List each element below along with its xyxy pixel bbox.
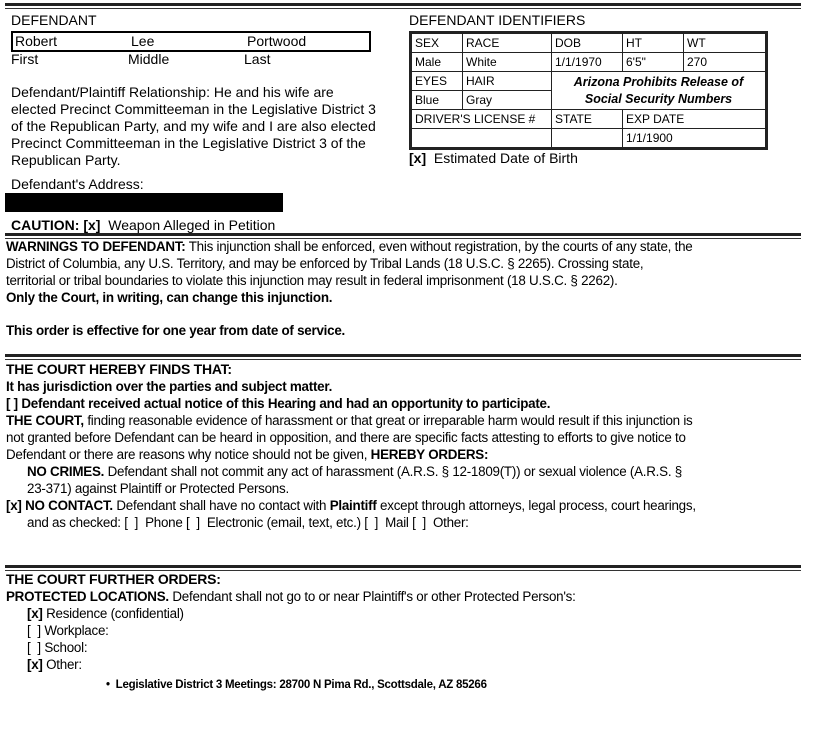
caution-label: CAUTION: — [11, 217, 80, 233]
warnings-section — [6, 238, 806, 339]
location-checkbox[interactable]: [x] — [27, 657, 43, 672]
further-orders-section — [6, 571, 806, 694]
location-item — [6, 605, 806, 622]
identifiers-table — [409, 31, 768, 150]
caution-checkbox[interactable]: [x] — [83, 217, 101, 233]
no-contact-text: Defendant shall have no contact with — [116, 498, 327, 513]
jurisdiction-text: It has jurisdiction over the parties and subject matter. — [6, 379, 333, 394]
other-location-item — [6, 677, 806, 694]
effective-notice: This order is effective for one year from date of service. — [6, 323, 345, 338]
relationship-text — [11, 84, 406, 169]
no-contact-text: except through attorneys, legal process, court hearings, — [380, 498, 696, 513]
dob-value: 1/1/1970 — [552, 53, 623, 72]
estimated-dob-line — [409, 150, 578, 167]
warnings-label: WARNINGS TO DEFENDANT: — [6, 239, 186, 254]
ssn-notice-line2: Social Security Numbers — [584, 91, 733, 106]
court-change-notice: Only the Court, in writing, can change this injunction. — [6, 290, 333, 305]
relationship-line: Republican Party. — [11, 152, 121, 168]
no-crimes-label: NO CRIMES. — [27, 464, 105, 479]
first-name-value: Robert — [15, 33, 58, 49]
race-label: RACE — [463, 34, 552, 53]
no-contact-label: NO CONTACT. — [25, 498, 113, 513]
notice-checkbox[interactable]: [ ] — [6, 396, 18, 411]
contact-options[interactable]: and as checked: [ ] Phone [ ] Electronic (email, text, etc.) [ ] Mail [ ] Other: — [27, 515, 469, 530]
estimated-dob-checkbox[interactable]: [x] — [409, 150, 427, 166]
last-name-value: Portwood — [247, 33, 307, 49]
location-label: Other: — [46, 657, 82, 672]
court-line: not granted before Defendant can be heard in opposition, and there are specific facts attesting to efforts to give notice to — [6, 430, 686, 445]
wt-label: WT — [684, 34, 766, 53]
address-label: Defendant's Address: — [11, 176, 144, 192]
location-label: Residence (confidential) — [46, 606, 184, 621]
warnings-line: District of Columbia, any U.S. Territory, and may be enforced by Tribal Lands (18 U.S.C. § 2265). Crossing state, — [6, 256, 644, 271]
location-checkbox[interactable]: [ ] — [27, 640, 41, 655]
court-line: finding reasonable evidence of harassment or that great or irreparable harm would result if this injunction is — [87, 413, 693, 428]
defendant-name-box — [11, 31, 371, 52]
eyes-value: Blue — [412, 91, 463, 110]
location-item — [6, 656, 806, 673]
court-label: THE COURT, — [6, 413, 84, 428]
further-heading: THE COURT FURTHER ORDERS: — [6, 571, 221, 587]
middle-name-value: Lee — [131, 33, 155, 49]
caution-line — [11, 217, 275, 234]
ssn-notice-line1: Arizona Prohibits Release of — [573, 74, 744, 89]
court-line: Defendant or there are reasons why notice should not be given, — [6, 447, 368, 462]
sex-label: SEX — [412, 34, 463, 53]
relationship-line: of the Republican Party, and my wife and I are also elected — [11, 118, 376, 134]
hair-label: HAIR — [463, 72, 552, 91]
no-crimes-text: Defendant shall not commit any act of harassment (A.R.S. § 12-1809(T)) or sexual violence (A.R.S. § — [107, 464, 682, 479]
findings-separator — [5, 354, 801, 360]
warnings-line: This injunction shall be enforced, even without registration, by the courts of any state, the — [188, 239, 693, 254]
relationship-line: elected Precinct Committeeman in the Legislative District 3 — [11, 101, 376, 117]
hair-value: Gray — [463, 91, 552, 110]
relationship-line: Defendant/Plaintiff Relationship: He and his wife are — [11, 84, 334, 100]
location-label: Workplace: — [44, 623, 109, 638]
notice-text: Defendant received actual notice of this Hearing and had an opportunity to participate. — [21, 396, 551, 411]
eyes-label: EYES — [412, 72, 463, 91]
relationship-line: Precinct Committeeman in the Legislative District 3 of the — [11, 135, 366, 151]
bullet-icon: • — [106, 679, 110, 691]
warnings-line: territorial or tribal boundaries to violate this injunction may result in federal imprisonment (18 U.S.C. § 2262). — [6, 273, 618, 288]
no-contact-checkbox[interactable]: [x] — [6, 498, 22, 513]
state-label: STATE — [552, 110, 623, 129]
wt-value: 270 — [684, 53, 766, 72]
location-item — [6, 639, 806, 656]
no-crimes-text: 23-371) against Plaintiff or Protected Persons. — [27, 481, 289, 496]
name-labels — [11, 51, 371, 68]
redacted-address — [5, 193, 283, 212]
race-value: White — [463, 53, 552, 72]
last-label: Last — [244, 51, 271, 67]
first-label: First — [11, 51, 39, 67]
caution-text: Weapon Alleged in Petition — [108, 217, 276, 233]
ht-value: 6'5" — [623, 53, 684, 72]
other-location-detail: Legislative District 3 Meetings: 28700 N Pima Rd., Scottsdale, AZ 85266 — [115, 679, 487, 691]
state-value — [552, 129, 623, 148]
ht-label: HT — [623, 34, 684, 53]
sex-value: Male — [412, 53, 463, 72]
location-checkbox[interactable]: [ ] — [27, 623, 41, 638]
exp-date-value: 1/1/1900 — [623, 129, 766, 148]
identifiers-heading: DEFENDANT IDENTIFIERS — [409, 12, 586, 28]
defendant-heading: DEFENDANT — [11, 12, 97, 28]
hereby-orders-label: HEREBY ORDERS: — [370, 447, 489, 462]
dob-label: DOB — [552, 34, 623, 53]
license-value — [412, 129, 552, 148]
protected-locations-label: PROTECTED LOCATIONS. — [6, 589, 169, 604]
findings-section — [6, 361, 806, 531]
middle-label: Middle — [128, 51, 170, 67]
protected-locations-text: Defendant shall not go to or near Plaintiff's or other Protected Person's: — [172, 589, 576, 604]
exp-date-label: EXP DATE — [623, 110, 766, 129]
location-label: School: — [44, 640, 88, 655]
estimated-dob-text: Estimated Date of Birth — [433, 150, 578, 166]
no-contact-plaintiff: Plaintiff — [329, 498, 377, 513]
license-label: DRIVER'S LICENSE # — [412, 110, 552, 129]
findings-heading: THE COURT HEREBY FINDS THAT: — [6, 361, 232, 377]
top-separator — [5, 3, 801, 9]
location-item — [6, 622, 806, 639]
location-checkbox[interactable]: [x] — [27, 606, 43, 621]
ssn-notice — [552, 72, 766, 110]
